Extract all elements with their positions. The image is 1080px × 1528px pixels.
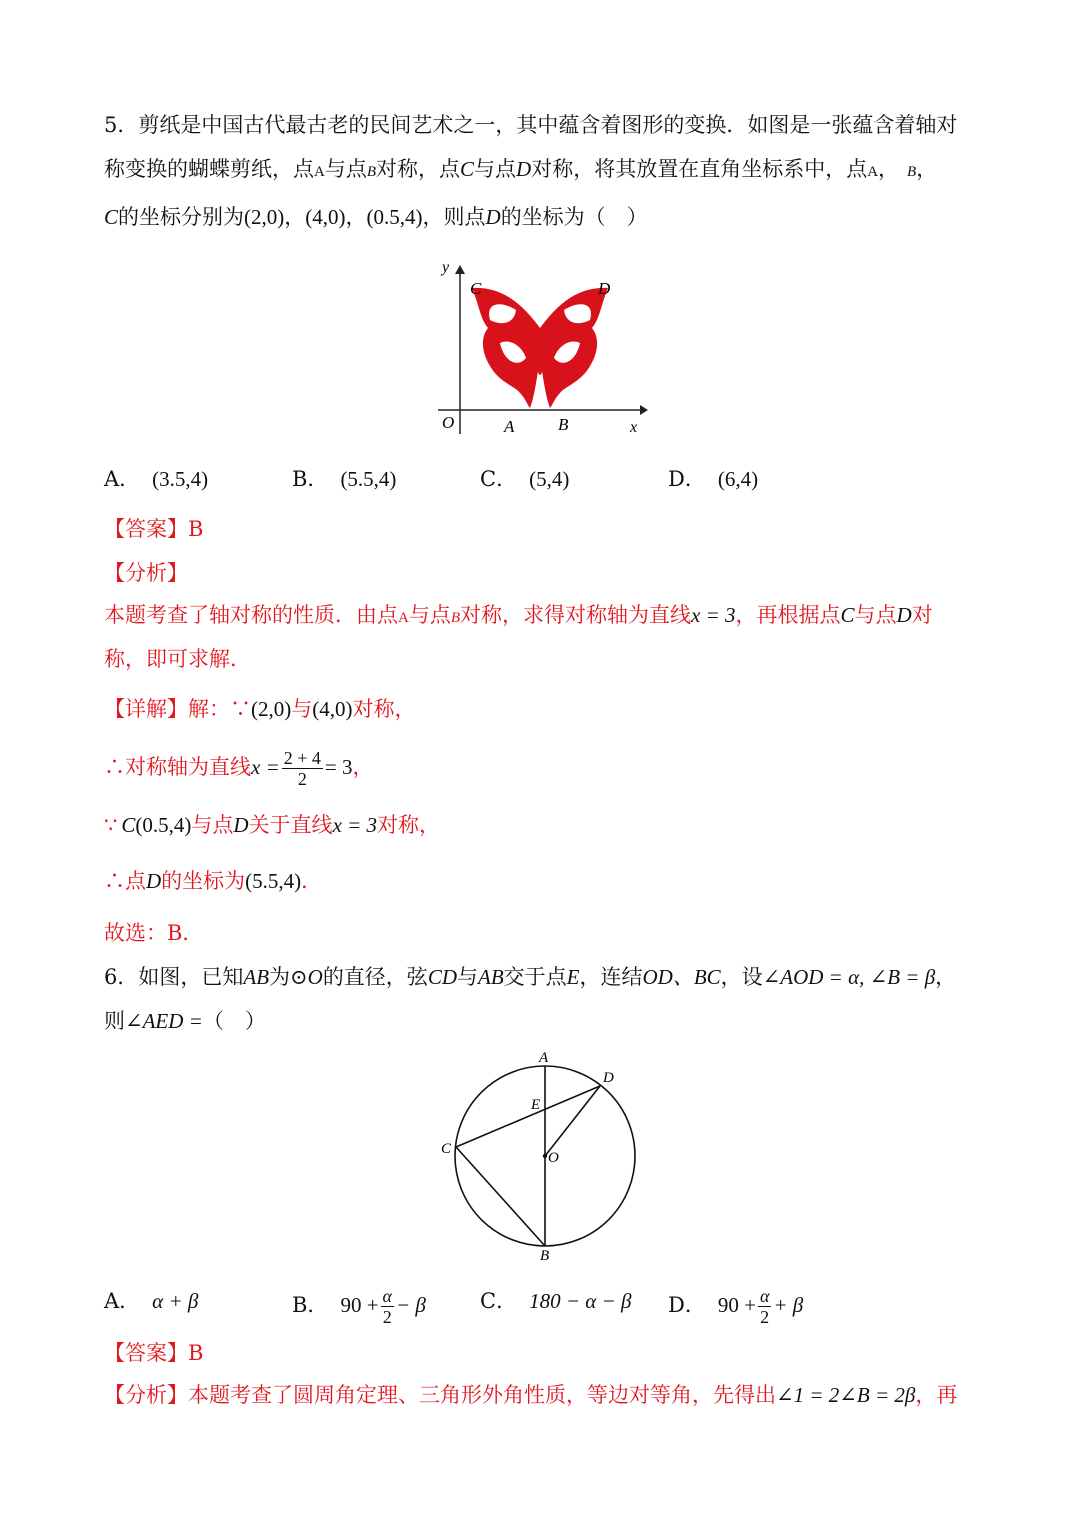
option-value: α + β (152, 1289, 199, 1313)
q6-text: 的直径，弦 (322, 965, 428, 989)
q5-analysis-1 (104, 600, 933, 633)
detail-text: ∵ (104, 813, 118, 837)
q6-option-d (668, 1286, 803, 1327)
axis-equation: x = 3 (332, 813, 378, 837)
q6-text: ，连结 (579, 965, 643, 989)
angle-definitions: ∠AOD = α, ∠B = β (762, 965, 936, 989)
q6-text: ， (935, 965, 957, 989)
point-d: D (485, 205, 501, 229)
segments-od-bc: OD、BC (642, 965, 721, 989)
chord-cd (456, 1086, 600, 1147)
label-d: D (603, 1070, 614, 1086)
radius-od (545, 1086, 600, 1156)
q6-answer (104, 1338, 203, 1368)
option-value: (6,4) (717, 467, 759, 491)
q6-option-a (104, 1286, 198, 1316)
fraction-numerator: α (759, 1286, 770, 1306)
detail-text: 关于直线 (248, 813, 333, 837)
q5-text: 的坐标分别为 (118, 205, 245, 229)
point-o: O (307, 965, 323, 989)
fraction-numerator: 2 + 4 (283, 748, 321, 768)
q6-text: ，设 (720, 965, 763, 989)
analysis-text: 本题考查了轴对称的性质．由点 (104, 603, 398, 627)
q6-text: 与 (457, 965, 478, 989)
y-axis-arrow-icon (455, 265, 465, 274)
detail-text: ∴点 (104, 869, 146, 893)
label-a: A (539, 1050, 549, 1066)
q6-option-b (292, 1286, 426, 1327)
q5-choose (104, 918, 203, 948)
coord: (4,0) (312, 697, 353, 721)
q5-text: 对称，点 (376, 157, 461, 181)
fraction-numerator: α (382, 1286, 392, 1306)
option-value: 180 − α − β (529, 1289, 632, 1313)
point-d: D (146, 869, 162, 893)
analysis-text: 与点 (408, 603, 451, 627)
q5-option-b (292, 464, 396, 494)
angle-equation: ∠1 = 2∠B = 2β (776, 1383, 916, 1407)
q5-text: 的坐标为（ ） (500, 205, 648, 229)
option-label: D． (668, 467, 706, 491)
q5-text: 5．剪纸是中国古代最古老的民间艺术之一，其中蕴含着图形的变换．如图是一张蕴含着轴对 (104, 113, 958, 137)
label-a: A (504, 417, 515, 436)
point-b: B (366, 164, 377, 180)
fraction-denominator: 2 (297, 769, 307, 789)
q5-detail-1 (104, 694, 416, 724)
label-o: O (442, 413, 455, 432)
segment-ab: AB (478, 965, 504, 989)
analysis-text: ，再根据点 (735, 603, 841, 627)
choose-text: 故选：B． (104, 921, 204, 945)
q5-text: 对称，将其放置在直角坐标系中，点 (531, 157, 868, 181)
q5-option-d (668, 464, 758, 494)
angle-aed: ∠AED = (125, 1009, 203, 1033)
analysis-text: 与点 (854, 603, 897, 627)
coord: (0.5,4) (135, 813, 192, 837)
detail-text: ． (301, 869, 323, 893)
point-b: B (450, 610, 461, 626)
label-b: B (558, 415, 569, 434)
q5-text: 称变换的蝴蝶剪纸，点 (104, 157, 314, 181)
option-label: C． (480, 467, 518, 491)
point-a: A (398, 610, 409, 626)
q6-option-c (480, 1286, 631, 1316)
coord-a: (2,0) (244, 205, 285, 229)
option-value: + β (773, 1293, 804, 1317)
q5-text: ， (284, 205, 306, 229)
q5-text: 与点 (474, 157, 517, 181)
q6-line-1 (104, 962, 956, 992)
coord-c: (0.5,4) (366, 205, 423, 229)
point-c: C (121, 813, 136, 837)
option-value: (5,4) (529, 467, 570, 491)
q5-answer (104, 514, 203, 544)
fraction (282, 748, 323, 789)
q5-line-3 (104, 202, 648, 232)
detail-head: 【详解】解：∵ (104, 697, 251, 721)
q6-text: 6．如图，已知 (104, 965, 244, 989)
detail-text: 与点 (191, 813, 234, 837)
q6-text: 为⊙ (269, 965, 308, 989)
q5-detail-4 (104, 866, 322, 896)
detail-text: ， (352, 755, 374, 779)
q6-text: 交于点 (503, 965, 567, 989)
option-value: 90 + (340, 1293, 379, 1317)
option-value: (5.5,4) (340, 467, 397, 491)
detail-text: 对称， (377, 813, 441, 837)
detail-text: 与 (291, 697, 313, 721)
q5-text: ， (916, 157, 938, 181)
q5-detail-2 (104, 748, 374, 789)
option-value: − β (395, 1293, 426, 1317)
option-label: B． (292, 1293, 329, 1317)
analysis-text: 本题考查了圆周角定理、三角形外角性质，等边对等角，先得出 (188, 1383, 776, 1407)
q5-analysis-head (104, 558, 188, 588)
center-dot (543, 1154, 547, 1158)
coord-b: (4,0) (305, 205, 346, 229)
q6-analysis (104, 1380, 957, 1410)
q5-text: 与点 (324, 157, 367, 181)
detail-text: 的坐标为 (161, 869, 246, 893)
q5-text: ， (345, 205, 367, 229)
q5-analysis-2 (104, 644, 251, 674)
answer-text: 【答案】B (104, 1341, 204, 1365)
point-a: A (867, 164, 879, 180)
detail-text: ∴对称轴为直线 (104, 755, 251, 779)
x-axis-arrow-icon (640, 405, 648, 415)
coord: (2,0) (251, 697, 292, 721)
analysis-text: 称，即可求解． (104, 647, 251, 671)
option-value: 90 + (717, 1293, 756, 1317)
option-label: A． (104, 467, 141, 491)
label-c: C (470, 279, 482, 298)
point-d: D (896, 603, 912, 627)
q5-line-2 (104, 154, 937, 187)
point-c: C (104, 205, 119, 229)
circle-figure (430, 1044, 650, 1266)
label-x: x (630, 419, 638, 436)
analysis-text: 对 (911, 603, 933, 627)
option-label: A． (104, 1289, 141, 1313)
eq-x: x = (251, 755, 280, 779)
q6-text: 则 (104, 1009, 125, 1033)
detail-text: 对称， (352, 697, 416, 721)
analysis-head: 【分析】 (104, 561, 188, 585)
analysis-text: ，再 (915, 1383, 958, 1407)
q5-detail-3 (104, 810, 440, 840)
fraction (381, 1286, 394, 1327)
point-e: E (566, 965, 580, 989)
q5-option-a (104, 464, 208, 494)
axis-equation: x = 3 (691, 603, 736, 627)
point-b: B (907, 164, 917, 180)
label-y: y (442, 259, 450, 276)
q5-text: ， (878, 157, 900, 181)
fraction-denominator: 2 (760, 1307, 770, 1327)
q6-text: （ ） (202, 1009, 266, 1033)
butterfly-icon (472, 288, 608, 408)
label-c: C (441, 1141, 452, 1157)
option-label: C． (480, 1289, 518, 1313)
point-c: C (460, 157, 475, 181)
q5-text: ，则点 (422, 205, 486, 229)
point-c: C (840, 603, 855, 627)
label-d: D (598, 279, 611, 298)
fraction (758, 1286, 771, 1327)
eq-result: = 3 (324, 755, 353, 779)
label-e: E (531, 1097, 541, 1113)
butterfly-figure (430, 258, 650, 438)
analysis-head: 【分析】 (104, 1383, 188, 1407)
option-label: D． (668, 1293, 706, 1317)
label-o: O (548, 1150, 559, 1166)
label-b: B (540, 1248, 550, 1264)
point-d: D (516, 157, 532, 181)
analysis-text: 对称，求得对称轴为直线 (460, 603, 692, 627)
segment-ab: AB (243, 965, 270, 989)
q5-option-c (480, 464, 569, 494)
q6-line-2 (104, 1006, 266, 1036)
q5-line-1 (104, 110, 957, 140)
coord: (5.5,4) (245, 869, 302, 893)
point-d: D (233, 813, 249, 837)
fraction-denominator: 2 (382, 1307, 392, 1327)
answer-text: 【答案】B (104, 517, 204, 541)
option-value: (3.5,4) (152, 467, 209, 491)
point-a: A (314, 164, 325, 180)
chord-bc (456, 1147, 545, 1246)
option-label: B． (292, 467, 329, 491)
segment-cd: CD (427, 965, 457, 989)
